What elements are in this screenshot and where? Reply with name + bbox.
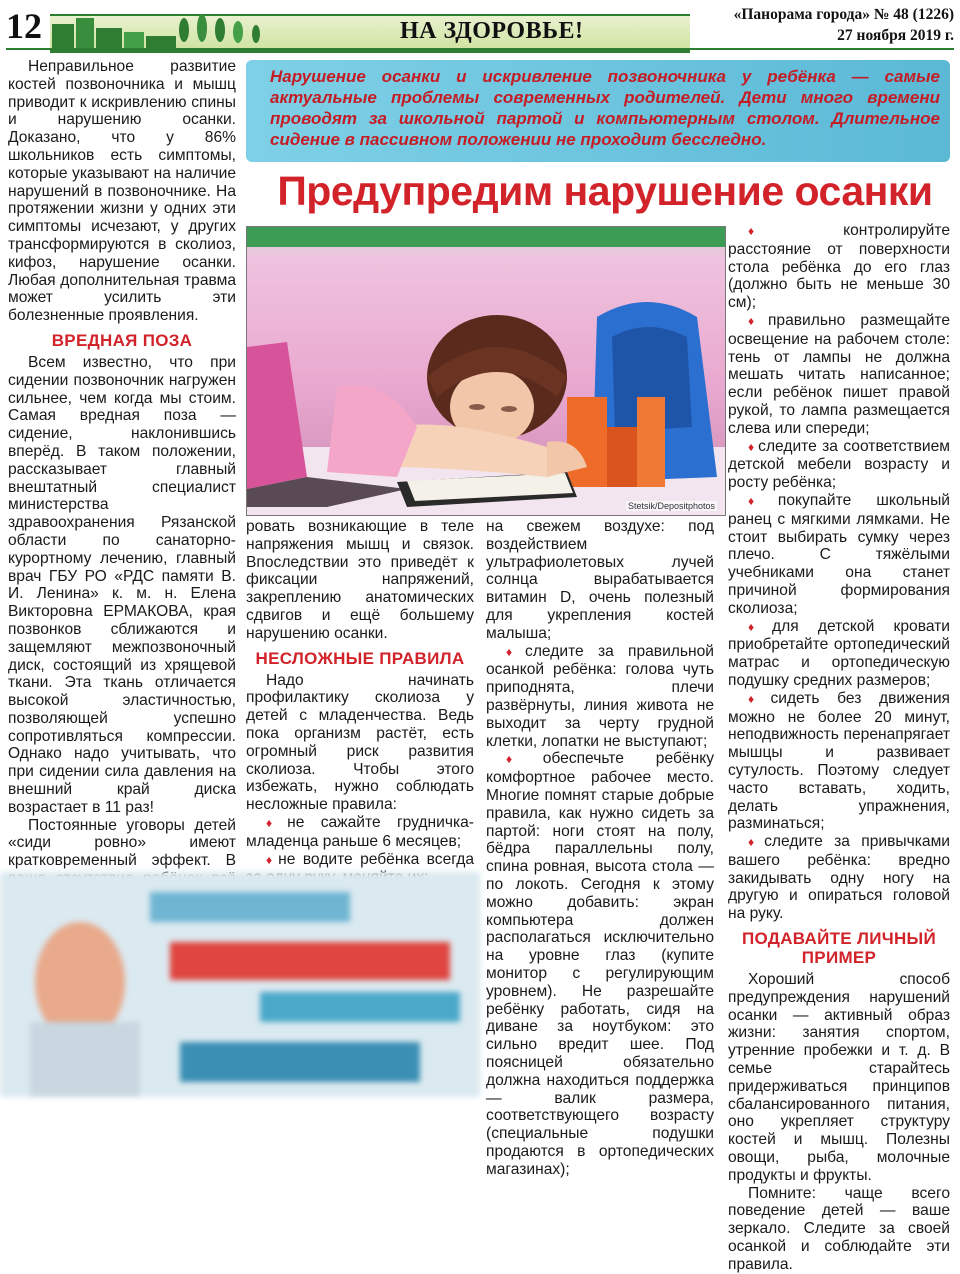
paragraph: Постоянные уговоры детей «сиди ровно» имеют кратковременный эффект. В xyxy=(8,816,236,870)
paragraph: Всем известно, что при сидении позвоночник нагружен сильнее, чем когда мы стоим. Самая вредная поза — сидение, наклонившись вперёд. В таком положении, рассказывает главный внештатный специалист министерства здравоохранения Рязанской области по санаторно-курортному лечению, главный врач ГБУ РО «РДС памяти В. И. Ленина» к. м. н. Елена Викторовна ЕРМАКОВА, края позвонков сближаются и защемляют межпозвоночный диск, состоящий из хрящевой ткани. Эта ткань отличается высокой эластичностью, позволяющей успешно сопротивляться компрессии. Однако надо учитывать, что при сидении сила давления на внешний край диска возрастает в 11 раз! xyxy=(8,353,236,816)
diamond-bullet-icon: ♦ xyxy=(748,691,768,706)
subhead-bad-posture: ВРЕДНАЯ ПОЗА xyxy=(51,330,193,350)
paragraph: Хороший способ предупреждения нарушений осанки — активный образ жизни: занятия спортом, утренние пробежки и т. д. В семье старайтесь придерживаться принципов сбалансированного питания, оно укрепляет структуру костей и мышц. Полезны овощи, рыба, молочные продукты и фрукты. xyxy=(728,971,950,1184)
lead-text: Нарушение осанки и искривление позвоночника у ребёнка — самые актуальные проблемы современных родителей. Дети много времени проводят за школьной партой и компьютерным столом. Длительное сидение в пассивном положении не проходит бесследно. xyxy=(270,67,940,149)
bullet-item: ♦ обеспечьте ребёнку комфортное рабочее место. Многие помнят старые добрые правила, как нужно сидеть за партой: ноги стоят на полу, бёдра параллельны полу, спина ровная, высота стола — по локоть. Сегодня к этому можно добавить: экран компьютера должен располагаться исключительно на уровне глаз (купите монитор с регулирующим уровнем). Не разрешайте ребёнку работать, сидя на диване за ноутбуком: это сильно вредит шее. Под поясницей обязательно должна находиться поддержка — валик размера, соответствующего возрасту (специальные подушки продаются в ортопедических магазинах); xyxy=(486,750,714,1178)
column-2 xyxy=(246,518,474,924)
article-headline: Предупредим нарушение осанки xyxy=(277,168,933,214)
diamond-bullet-icon: ♦ xyxy=(748,313,765,328)
bullet-item: ♦ сидеть без движения можно не более 20 минут, неподвижность перенапрягает мышцы и развивает сутулость. Поэтому следует часто вставать, ходить, делать упражнения, разминаться; xyxy=(728,689,950,833)
page-header xyxy=(0,0,960,52)
bullet-item: ♦ следите за соответствием детской мебели возрасту и росту ребёнка; xyxy=(728,437,950,492)
bullet-item: ♦ правильно размещайте освещение на рабочем столе: тень от лампы не должна мешать читать написанное; если ребёнок пишет правой рукой, то лампа размещается слева или спереди; xyxy=(728,311,950,437)
city-skyline-icon xyxy=(52,6,272,50)
issue-date: 27 ноября 2019 г. xyxy=(837,27,954,44)
blurred-advertisement xyxy=(0,872,480,1097)
intro-paragraph: Неправильное развитие костей позвоночника и мышц приводит к искривлению спины и нарушению осанки. Доказано, что у 86% школьников есть симптомы, которые указывают на наличие нарушений в позвоночнике. На протяжении жизни у одних эти симптомы исчезают, у других трансформируются в сколиоз, кифоз, нарушение осанки. Любая дополнительная травма может усилить эти болезненные проявления. xyxy=(8,58,236,325)
paragraph: ровать возникающие в теле напряжения мышц и связок. Впоследствии это приведёт к фиксации напряжений, закреплению анатомических сдвигов и ещё большему нарушению осанки. xyxy=(246,518,474,642)
diamond-bullet-icon: ♦ xyxy=(748,835,762,850)
page-number: 12 xyxy=(6,6,42,46)
paragraph: Надо начинать профилактику сколиоза у детей с младенчества. Ведь пока организм растёт, есть огромный риск развития сколиоза. Чтобы этого избежать, нужно соблюдать несложные правила: xyxy=(246,671,474,814)
photo-credit: Stetsik/Depositphotos xyxy=(627,501,715,511)
subhead-simple-rules: НЕСЛОЖНЫЕ ПРАВИЛА xyxy=(255,648,465,668)
header-rule xyxy=(6,48,954,50)
diamond-bullet-icon: ♦ xyxy=(748,619,770,634)
section-title: НА ЗДОРОВЬЕ! xyxy=(400,18,584,44)
diamond-bullet-icon: ♦ xyxy=(748,224,841,238)
column-3 xyxy=(486,518,714,1178)
diamond-bullet-icon: ♦ xyxy=(506,644,523,659)
issue-info xyxy=(704,4,954,46)
lead-box xyxy=(246,60,950,162)
bullet-item: ♦ контролируйте расстояние от поверхности стола ребёнка до его глаз (должно быть не меньше 30 см); xyxy=(728,222,950,312)
column-4 xyxy=(728,222,950,1274)
bullet-item: ♦ для детской кровати приобретайте ортопедический матрас и ортопедическую подушку средних размеров; xyxy=(728,617,950,689)
article-photo xyxy=(246,226,726,516)
diamond-bullet-icon: ♦ xyxy=(266,852,276,867)
diamond-bullet-icon: ♦ xyxy=(506,752,540,767)
issue-number: «Панорама города» № 48 (1226) xyxy=(733,6,954,23)
subhead-personal-example: ПОДАВАЙТЕ ЛИЧНЫЙ ПРИМЕР xyxy=(741,929,936,968)
bullet-item: ♦ не сажайте грудничка-младенца раньше 6 месяцев; xyxy=(246,813,474,850)
bullet-item: ♦ не водите ребёнка всегда xyxy=(266,850,475,868)
column-1 xyxy=(8,58,236,959)
diamond-bullet-icon: ♦ xyxy=(748,493,775,508)
paragraph: Помните: чаще всего поведение детей — ваше зеркало. Следите за своей осанкой и соблюдайте эти правила. xyxy=(728,1184,950,1273)
advertisement-image xyxy=(0,872,480,1097)
bullet-item: ♦ следите за правильной осанкой ребёнка: голова чуть приподнята, плечи развёрнуты, линия живота не выходит за черту грудной клетки, лопатки не выступают; xyxy=(486,642,714,750)
diamond-bullet-icon: ♦ xyxy=(748,439,756,454)
bullet-item: ♦ следите за привычками вашего ребёнка: вредно закидывать одну ногу на другую и опираться головой на руку. xyxy=(728,833,950,923)
diamond-bullet-icon: ♦ xyxy=(266,815,285,830)
girl-sleeping-at-desk-illustration xyxy=(247,227,725,515)
paragraph: на свежем воздухе: под воздействием ультрафиолетовых лучей солнца вырабатывается витамин D, очень полезный для укрепления костей малыша; xyxy=(486,518,714,642)
bullet-item: ♦ покупайте школьный ранец с мягкими лямками. Не стоит выбирать сумку через плечо. С тяжёлыми учебниками она станет причиной формирования сколиоза; xyxy=(728,491,950,617)
